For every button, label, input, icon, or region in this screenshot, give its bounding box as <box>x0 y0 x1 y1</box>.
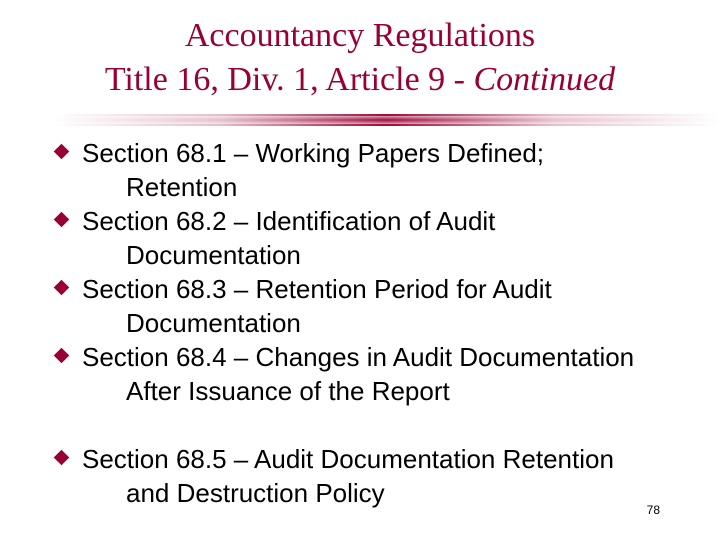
diamond-bullet-icon <box>54 212 70 228</box>
section-item <box>82 442 662 510</box>
page-number: 78 <box>646 503 660 517</box>
section-item <box>82 272 662 340</box>
diamond-bullet-icon <box>54 280 70 296</box>
title-line-1: Accountancy Regulations <box>184 17 536 54</box>
section-item-text: Section 68.5 – Audit Documentation Retention and Destruction Policy <box>82 444 614 508</box>
title-continued: Continued <box>473 61 616 98</box>
diamond-bullet-icon <box>54 348 70 364</box>
section-item-text: Section 68.4 – Changes in Audit Documentation After Issuance of the Report <box>82 342 635 406</box>
section-item <box>82 204 662 272</box>
diamond-bullet-icon <box>54 450 70 466</box>
section-item-text: Section 68.3 – Retention Period for Audit Documentation <box>82 274 552 338</box>
diamond-bullet-icon <box>54 144 70 160</box>
title-line-2-text: Title 16, Div. 1, Article 9 - <box>104 61 474 98</box>
section-item-text: Section 68.1 – Working Papers Defined; Retention <box>82 138 545 202</box>
section-item <box>82 136 662 204</box>
section-item-text: Section 68.2 – Identification of Audit Documentation <box>82 206 496 270</box>
section-item <box>82 340 662 408</box>
